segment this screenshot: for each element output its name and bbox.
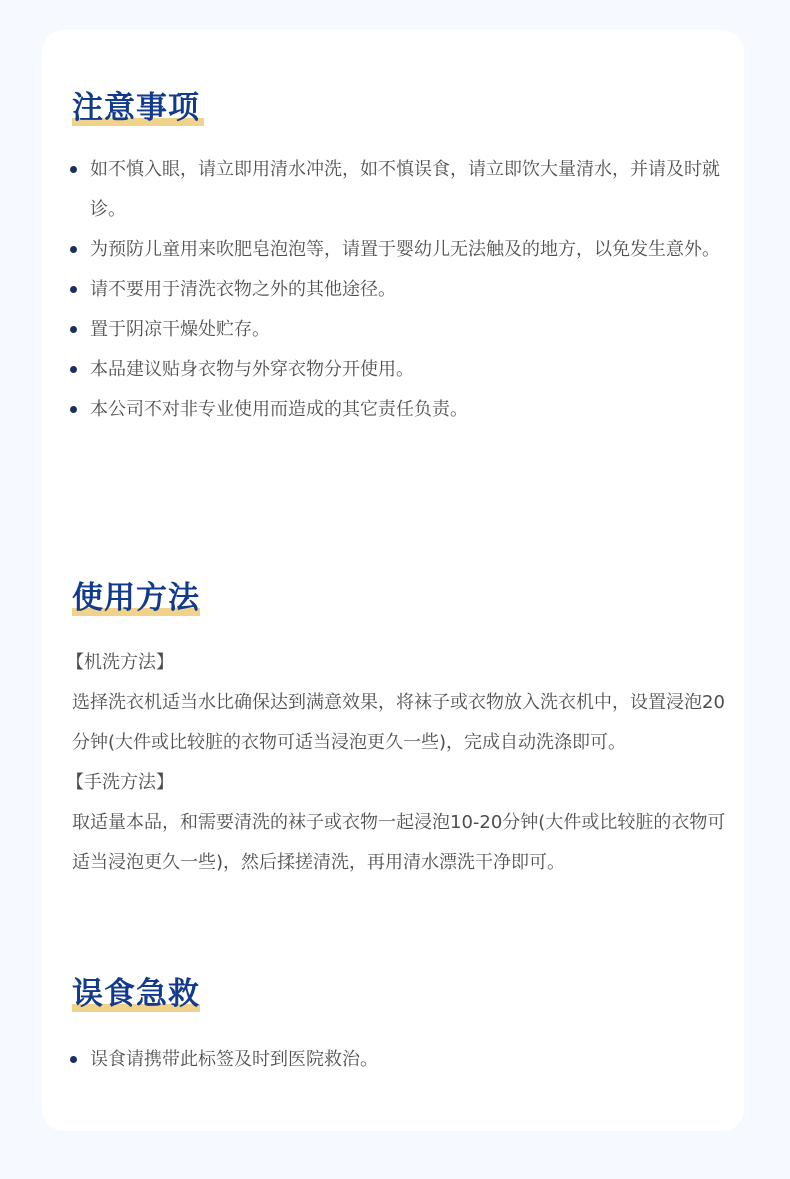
notice-item-text: 请不要用于清洗衣物之外的其他途径。 [90,279,396,300]
notice-item [70,150,720,230]
first-aid-item-text: 误食请携带此标签及时到医院救治。 [90,1049,378,1070]
machine-wash-heading: 【机洗方法】 [66,652,174,673]
first-aid-list [70,1040,720,1080]
first-aid-title: 误食急救 [72,976,200,1012]
notice-item [70,230,720,270]
notice-item-text: 如不慎入眼，请立即用清水冲洗，如不慎误食，请立即饮大量清水，并请及时就诊。 [90,159,720,220]
notice-item [70,390,720,430]
notice-item [70,270,720,310]
bullet-dot-icon [70,246,77,253]
bullet-dot-icon [70,406,77,413]
notice-item-text: 本公司不对非专业使用而造成的其它责任负责。 [90,399,468,420]
notice-item [70,310,720,350]
bullet-dot-icon [70,326,77,333]
usage-title: 使用方法 [72,580,200,616]
notice-item [70,350,720,390]
bullet-dot-icon [70,166,77,173]
usage-instructions [66,643,727,883]
notice-item-text: 本品建议贴身衣物与外穿衣物分开使用。 [90,359,414,380]
bullet-dot-icon [70,366,77,373]
notice-list [70,150,720,430]
instructions-card [42,30,744,1131]
notice-item-text: 为预防儿童用来吹肥皂泡泡等，请置于婴幼儿无法触及的地方，以免发生意外。 [90,239,720,260]
bullet-dot-icon [70,286,77,293]
first-aid-item [70,1040,720,1080]
hand-wash-heading: 【手洗方法】 [66,772,174,793]
notice-item-text: 置于阴凉干燥处贮存。 [90,319,270,340]
notice-title: 注意事项 [72,90,200,126]
hand-wash-text: 取适量本品，和需要清洗的袜子或衣物一起浸泡10-20分钟(大件或比较脏的衣物可适当浸泡更久一些)，然后揉搓清洗，再用清水漂洗干净即可。 [72,812,726,873]
bullet-dot-icon [70,1056,77,1063]
machine-wash-text: 选择洗衣机适当水比确保达到满意效果，将袜子或衣物放入洗衣机中，设置浸泡20分钟(大件或比较脏的衣物可适当浸泡更久一些)，完成自动洗涤即可。 [72,692,725,753]
